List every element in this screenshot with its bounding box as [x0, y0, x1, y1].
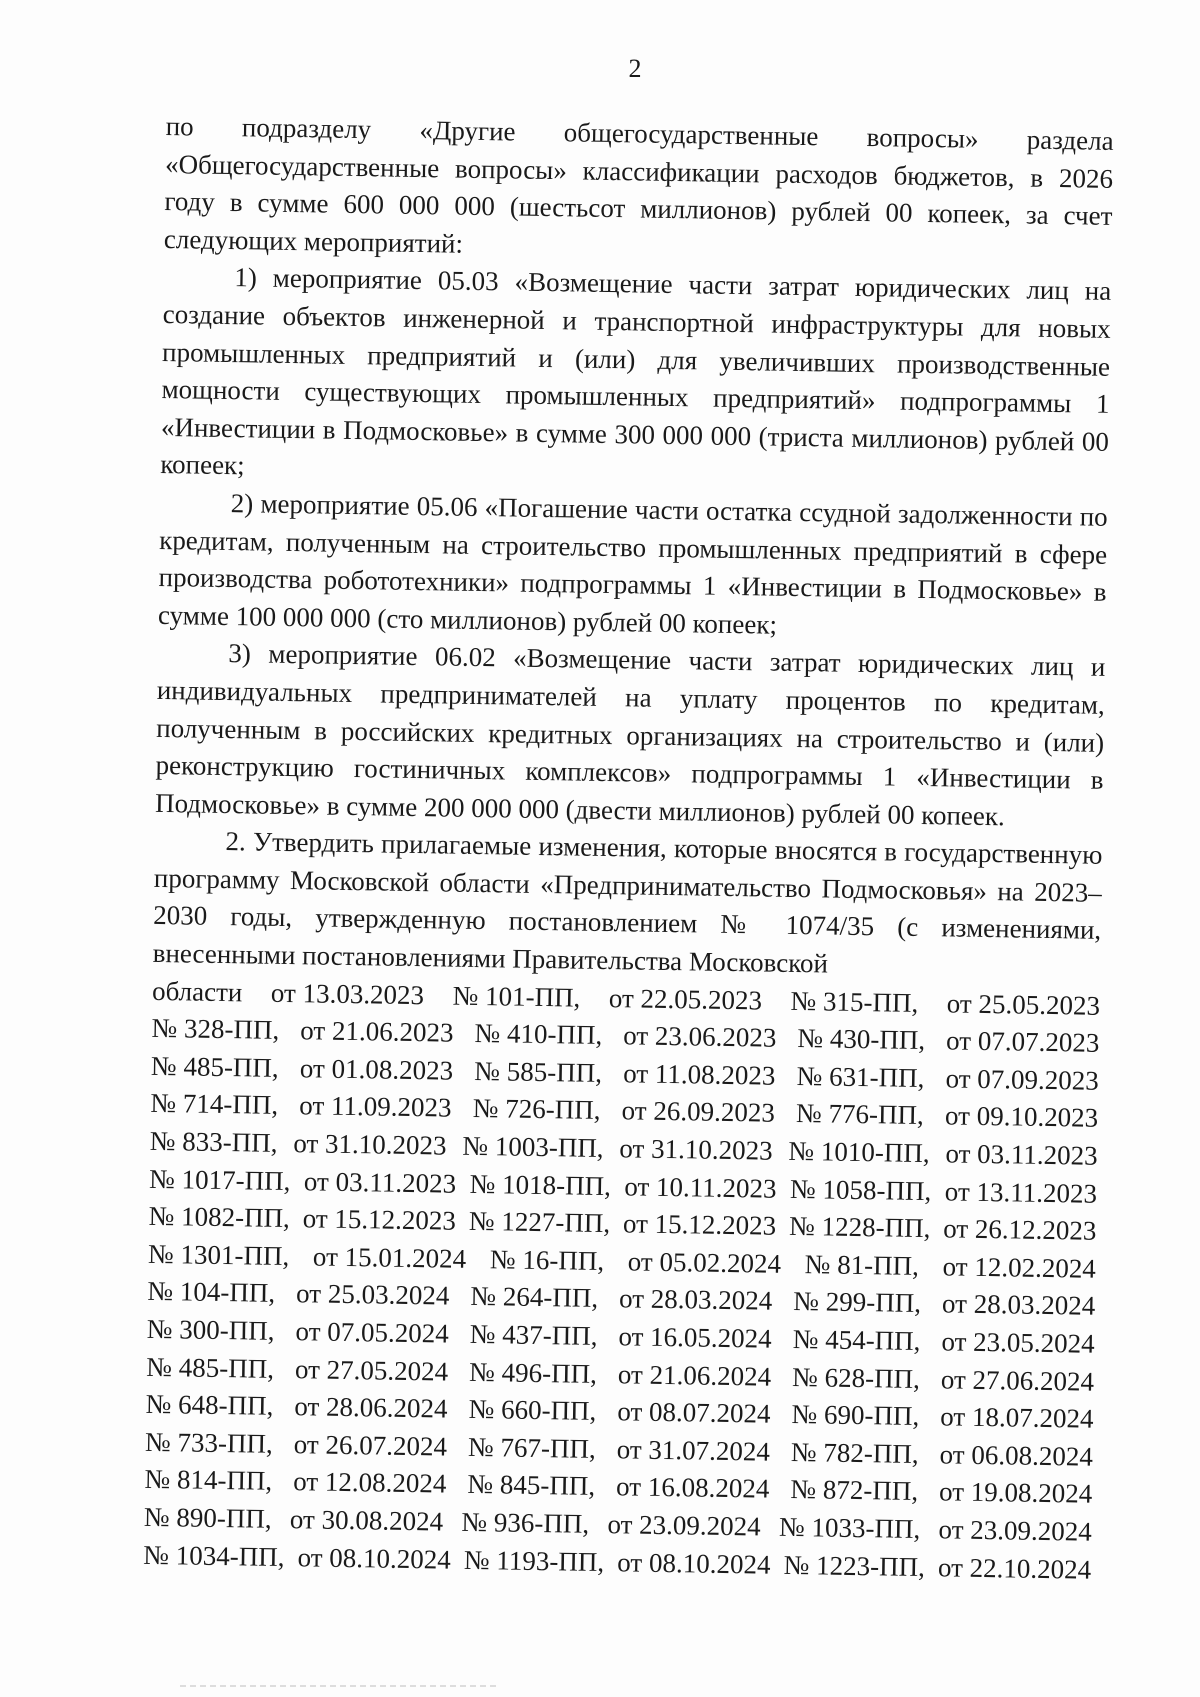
decree-date: от 08.10.2024: [617, 1546, 771, 1580]
decree-date: от 19.08.2024: [938, 1476, 1093, 1510]
decree-number: № 714-ПП,: [150, 1088, 279, 1121]
decree-number: № 300-ПП,: [146, 1313, 275, 1346]
decree-date: от 01.08.2023: [299, 1053, 454, 1086]
decree-date: от 16.05.2024: [618, 1321, 772, 1354]
scan-artifact-line: [180, 1685, 500, 1687]
decree-number: № 485-ПП,: [150, 1050, 279, 1083]
decree-date: от 10.11.2023: [624, 1170, 777, 1204]
decree-number: № 496-ПП,: [468, 1356, 598, 1389]
decree-number: № 485-ПП,: [145, 1351, 275, 1384]
decree-date: от 25.03.2024: [295, 1278, 450, 1312]
decree-number: № 733-ПП,: [144, 1426, 274, 1459]
decree-number: № 776-ПП,: [795, 1098, 925, 1131]
decree-number: № 299-ПП,: [793, 1286, 922, 1319]
decree-number: № 328-ПП,: [151, 1013, 280, 1046]
decree-date: от 08.07.2024: [617, 1396, 771, 1429]
decree-date: от 07.07.2023: [945, 1025, 1100, 1059]
decree-number: № 628-ПП,: [791, 1361, 921, 1394]
decree-number: № 1082-ПП,: [148, 1201, 291, 1234]
decree-number: № 81-ПП,: [804, 1248, 920, 1281]
decree-number: № 782-ПП,: [790, 1436, 919, 1469]
measure-item-1: 1) мероприятие 05.03 «Возмещение части затрат юридических лиц на создание объектов инженерной и транспортной инфраструктуры для новых промышленных предприятий и (или) для увеличивших производственные мощности существующих промышленных предприятий» подпрограммы 1 «Инвестиции в Подмосковье» в сумме 300 000 000 (триста миллионов) рублей 00 копеек;: [160, 262, 1112, 481]
decree-date: от 26.09.2023: [621, 1095, 776, 1129]
decree-date: от 31.10.2023: [293, 1128, 447, 1161]
decree-number: № 872-ПП,: [790, 1474, 919, 1507]
decree-date: от 21.06.2023: [300, 1015, 454, 1048]
decree-date: от 26.12.2023: [943, 1213, 1097, 1246]
decree-date: от 23.05.2024: [941, 1326, 1095, 1359]
decree-number: № 1010-ПП,: [788, 1135, 930, 1169]
decree-date: от 27.06.2024: [940, 1363, 1095, 1397]
decree-number: № 437-ПП,: [469, 1318, 598, 1351]
decree-number: № 1018-ПП,: [469, 1168, 612, 1201]
decree-date: от 30.08.2024: [289, 1504, 444, 1537]
decree-number: № 1058-ПП,: [789, 1173, 932, 1206]
decree-date: от 28.03.2024: [618, 1283, 773, 1317]
decree-number: № 104-ПП,: [147, 1276, 276, 1309]
decree-date: от 31.10.2023: [619, 1133, 773, 1166]
decree-date: от 11.08.2023: [623, 1058, 776, 1091]
decree-date: от 23.09.2024: [607, 1509, 761, 1542]
decree-number: № 1227-ПП,: [468, 1206, 611, 1239]
decree-date: от 05.02.2024: [627, 1246, 782, 1279]
decree-number: № 1301-ПП,: [147, 1238, 290, 1271]
decree-number: № 936-ПП,: [461, 1506, 590, 1539]
decree-date: от 28.03.2024: [941, 1288, 1096, 1322]
decree-date: от 03.11.2023: [303, 1165, 457, 1199]
decree-number: № 660-ПП,: [468, 1394, 597, 1427]
decree-number: № 1193-ПП,: [463, 1544, 605, 1577]
decree-number: № 264-ПП,: [470, 1281, 599, 1314]
decree-date: от 25.05.2023: [946, 988, 1101, 1021]
decree-date: от 15.12.2023: [302, 1203, 457, 1236]
decree-number: № 631-ПП,: [796, 1060, 925, 1093]
decree-date: от 31.07.2024: [616, 1434, 771, 1467]
decree-date: от 26.07.2024: [293, 1428, 448, 1462]
decree-date: от 06.08.2024: [939, 1439, 1094, 1472]
decree-number: № 1223-ПП,: [783, 1549, 926, 1582]
decree-date: от 07.09.2023: [945, 1063, 1100, 1096]
decree-number: № 1033-ПП,: [778, 1511, 921, 1544]
decree-list: [143, 973, 1100, 1589]
decree-date: от 08.10.2024: [297, 1541, 452, 1575]
decree-date: от 15.01.2024: [312, 1241, 467, 1274]
decree-date: от 12.02.2024: [942, 1251, 1097, 1284]
decree-number: № 315-ПП,: [790, 985, 919, 1018]
decree-date: от 15.12.2023: [622, 1208, 777, 1241]
decree-date: от 22.10.2024: [937, 1551, 1092, 1585]
intro-paragraph: по подразделу «Другие общегосударственные вопросы» раздела «Общегосударственные вопросы» классификации расходов бюджетов, в 2026 году в сумме 600 000 000 (шестьсот миллионов) рублей 00 копеек, за счет следующих мероприятий:: [163, 110, 1114, 259]
decree-date: от 03.11.2023: [945, 1138, 1098, 1171]
decree-number: № 1017-ПП,: [148, 1163, 291, 1196]
decree-number: № 845-ПП,: [467, 1469, 596, 1502]
decree-date: от 13.03.2023: [270, 977, 425, 1010]
decree-date: от 22.05.2023: [608, 982, 763, 1016]
measure-item-3: 3) мероприятие 06.02 «Возмещение части затрат юридических лиц и индивидуальных предпринимателей на уплату процентов по кредитам, полученным в российских кредитных организациях на строительство и (или) реконструкцию гостиничных комплексов» подпрограммы 1 «Инвестиции в Подмосковье» в сумме 200 000 000 (двести миллионов) рублей 00 копеек.: [154, 638, 1106, 831]
decree-date: от 11.09.2023: [299, 1090, 452, 1124]
decree-number: № 726-ПП,: [472, 1093, 601, 1126]
decree-number: № 767-ПП,: [467, 1431, 596, 1464]
measure-item-2: 2) мероприятие 05.06 «Погашение части остатка ссудной задолженности по кредитам, полученным на строительство промышленных предприятий в сфере производства робототехники» подпрограммы 1 «Инвестиции в Подмосковье» в сумме 100 000 000 (сто миллионов) рублей 00 копеек;: [157, 488, 1108, 640]
decree-date: от 09.10.2023: [944, 1100, 1099, 1134]
decree-number: № 890-ПП,: [143, 1501, 272, 1534]
decree-number: № 1228-ПП,: [788, 1211, 931, 1244]
decree-number: № 1003-ПП,: [462, 1130, 604, 1164]
decree-date: от 18.07.2024: [940, 1401, 1094, 1434]
decree-date: от 13.11.2023: [944, 1175, 1098, 1209]
decree-date: от 27.05.2024: [294, 1353, 449, 1387]
page-number: 2: [628, 54, 642, 83]
decree-number: № 1034-ПП,: [143, 1539, 285, 1572]
decree-number: № 101-ПП,: [452, 980, 581, 1013]
decree-number: № 585-ПП,: [474, 1055, 603, 1088]
decree-number: № 814-ПП,: [144, 1464, 273, 1497]
document-body: [143, 108, 1114, 1589]
decree-date: от 23.09.2024: [938, 1514, 1092, 1547]
decree-date: от 16.08.2024: [615, 1471, 770, 1505]
decree-number: № 16-ПП,: [489, 1244, 605, 1276]
decree-date: от 21.06.2024: [617, 1358, 772, 1392]
decree-number: № 833-ПП,: [149, 1125, 278, 1158]
decree-number: № 430-ПП,: [797, 1023, 926, 1056]
decree-number: № 454-ПП,: [792, 1323, 921, 1357]
decree-date: от 28.06.2024: [294, 1391, 448, 1424]
decree-number: № 410-ПП,: [474, 1018, 603, 1051]
decree-number: № 648-ПП,: [145, 1389, 274, 1422]
decree-region-word: области: [151, 975, 243, 1007]
section-2-paragraph: 2. Утвердить прилагаемые изменения, которые вносятся в государственную программу Московской области «Предпринимательство Подмосковья» на 2023–2030 годы, утвержденную постановлением № 1074/35 (с изменениями, внесенными постановлениями Правительства Московской: [152, 826, 1103, 979]
decree-date: от 12.08.2024: [292, 1466, 447, 1499]
decree-date: от 07.05.2024: [295, 1316, 449, 1349]
decree-date: от 23.06.2023: [623, 1020, 777, 1053]
decree-number: № 690-ПП,: [791, 1399, 920, 1432]
